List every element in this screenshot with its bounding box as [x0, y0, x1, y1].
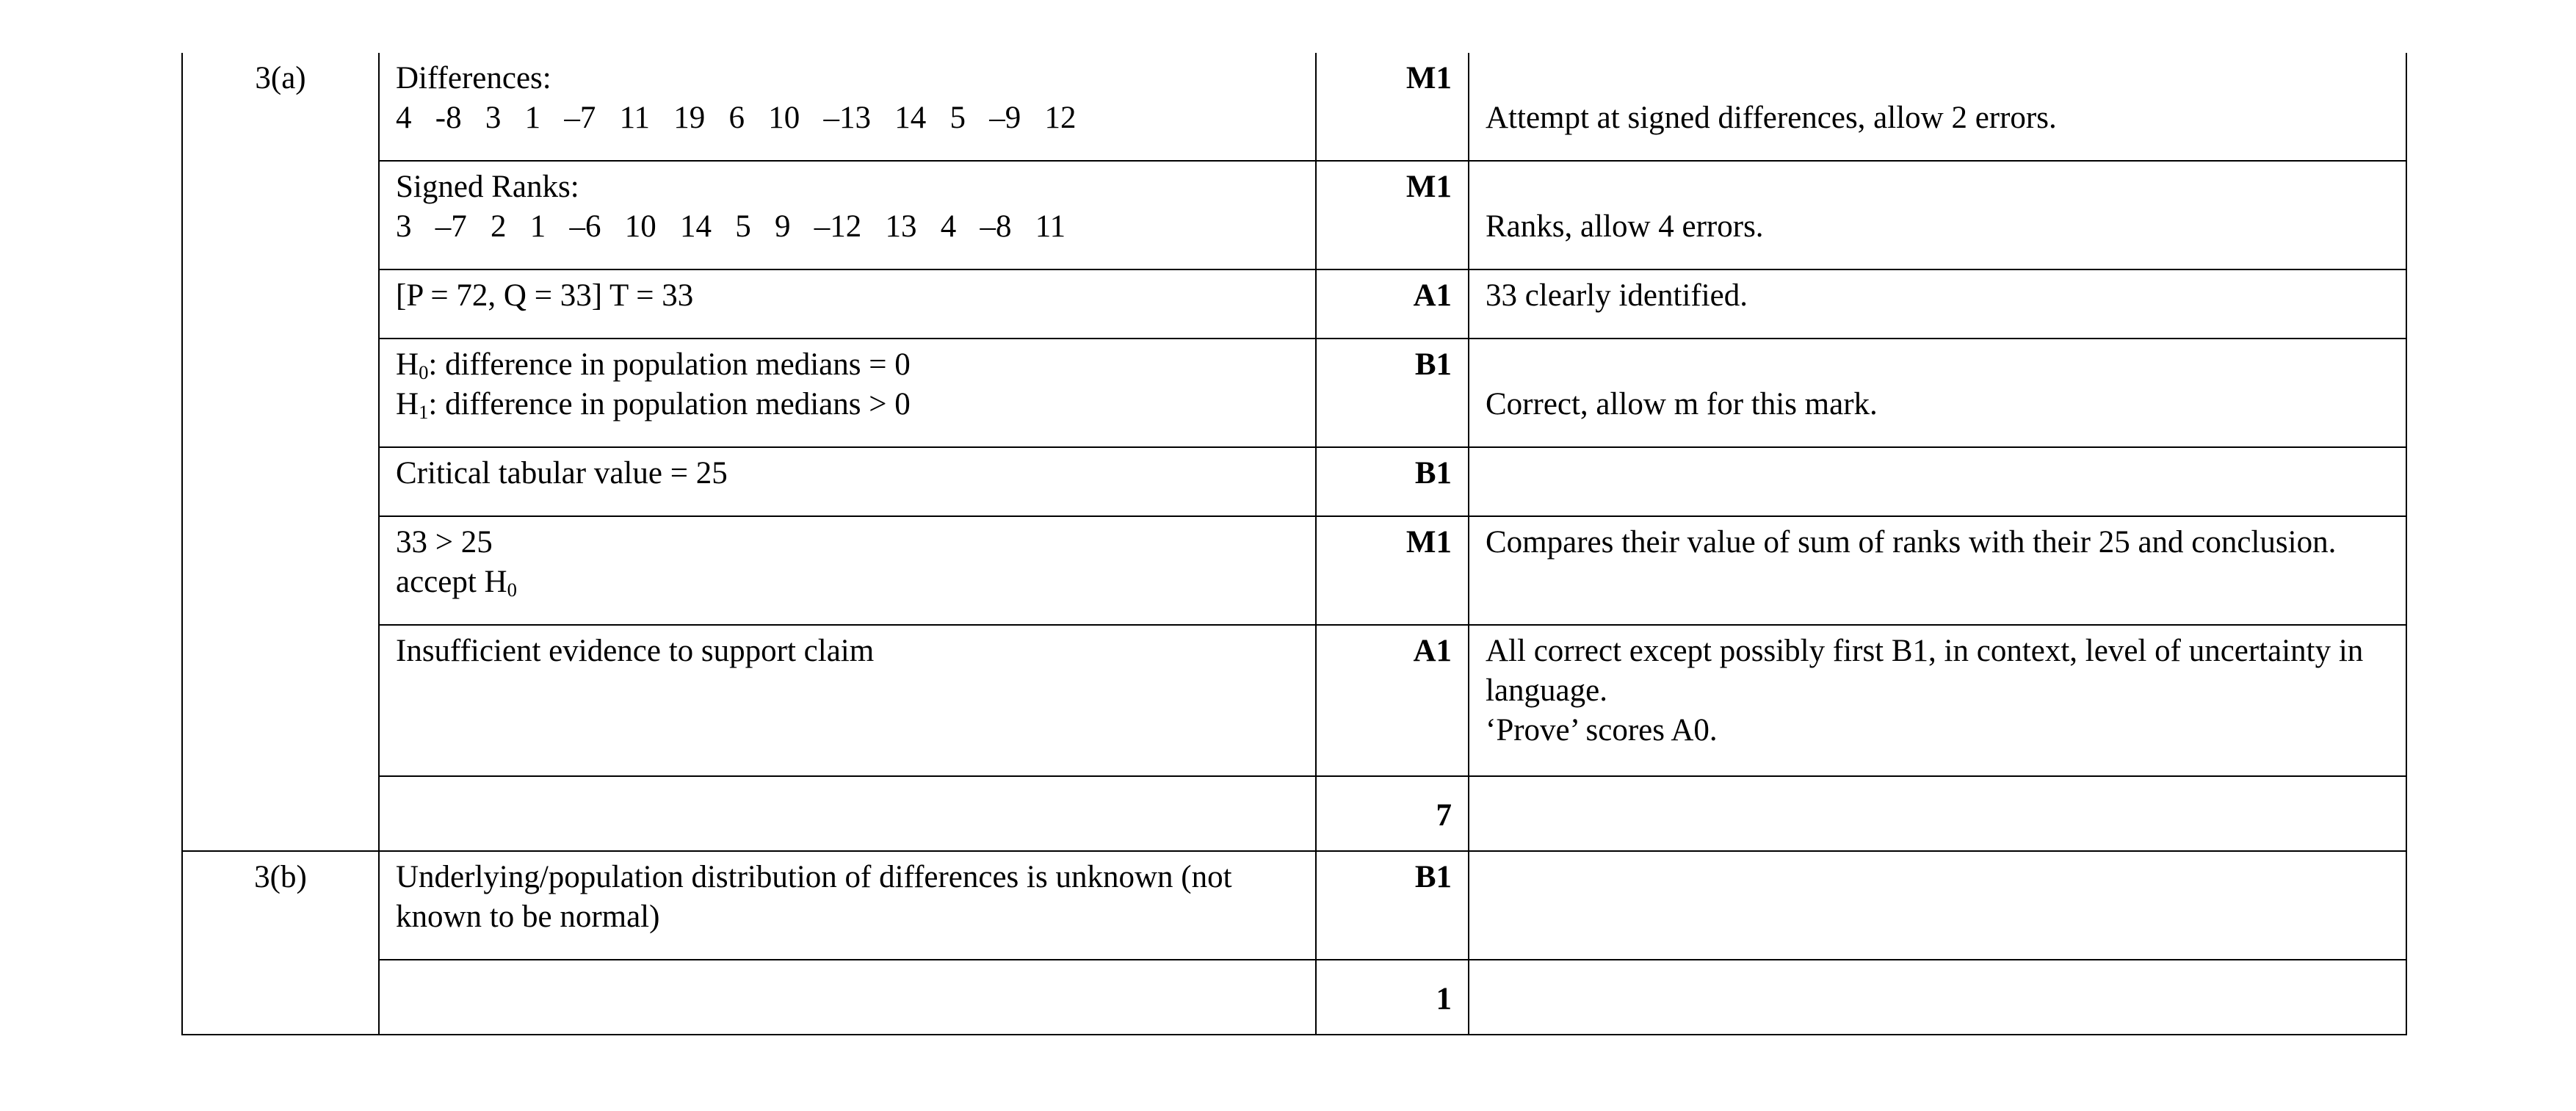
guidance-cell [1469, 516, 2406, 625]
total-row [182, 776, 2406, 851]
mark-row [182, 516, 2406, 625]
mark-code: A1 [1316, 269, 1469, 339]
answer-line: 4 -8 3 1 –7 11 19 6 10 –13 14 5 –9 12 [396, 101, 1077, 135]
guidance-line: Ranks, allow 4 errors. [1486, 209, 1764, 244]
mark-code: B1 [1316, 851, 1469, 960]
guidance-cell [1469, 447, 2406, 516]
answer-cell [379, 851, 1316, 960]
answer-line: 33 > 25 [396, 525, 493, 560]
answer-line: Differences: [396, 61, 551, 95]
answer-line: Critical tabular value = 25 [396, 456, 728, 491]
answer-line: 3 –7 2 1 –6 10 14 5 9 –12 13 4 –8 11 [396, 209, 1066, 244]
guidance-line: Compares their value of sum of ranks with their 25 and conclusion. [1486, 525, 2337, 560]
mark-row [182, 625, 2406, 776]
answer-cell [379, 269, 1316, 339]
mark-scheme-body [182, 53, 2406, 1035]
answer-line: Signed Ranks: [396, 170, 579, 204]
guidance-line: 33 clearly identified. [1486, 278, 1748, 313]
answer-line [396, 562, 1299, 602]
answer-cell [379, 339, 1316, 447]
answer-cell [379, 960, 1316, 1035]
guidance-cell [1469, 161, 2406, 269]
hypothesis-text: : difference in population medians = 0 [428, 347, 911, 382]
answer-cell [379, 776, 1316, 851]
answer-cell [379, 447, 1316, 516]
subscript: 0 [419, 361, 429, 383]
answer-cell [379, 625, 1316, 776]
guidance-cell [1469, 339, 2406, 447]
guidance-cell [1469, 776, 2406, 851]
mark-code: B1 [1316, 447, 1469, 516]
mark-code: M1 [1316, 516, 1469, 625]
question-number: 3(b) [182, 851, 379, 1035]
mark-row [182, 447, 2406, 516]
guidance-cell [1469, 960, 2406, 1035]
hypothesis-symbol: H [396, 387, 419, 421]
guidance-cell [1469, 269, 2406, 339]
mark-row [182, 53, 2406, 161]
answer-line [396, 345, 1299, 385]
total-marks: 7 [1316, 776, 1469, 851]
answer-line: [P = 72, Q = 33] T = 33 [396, 278, 694, 313]
guidance-line: Attempt at signed differences, allow 2 errors. [1486, 101, 2057, 135]
subscript: 1 [419, 401, 429, 423]
hypothesis-symbol: accept H [396, 565, 507, 599]
answer-line [396, 385, 1299, 424]
answer-cell [379, 516, 1316, 625]
mark-code: M1 [1316, 53, 1469, 161]
answer-cell [379, 161, 1316, 269]
answer-line: Underlying/population distribution of differences is unknown (not known to be normal) [396, 860, 1232, 934]
question-number: 3(a) [182, 53, 379, 851]
total-marks: 1 [1316, 960, 1469, 1035]
total-row [182, 960, 2406, 1035]
mark-row [182, 269, 2406, 339]
mark-scheme-table [181, 53, 2407, 1035]
hypothesis-text: : difference in population medians > 0 [428, 387, 911, 421]
guidance-line: Correct, allow m for this mark. [1486, 387, 1878, 421]
guidance-line: ‘Prove’ scores A0. [1486, 713, 1718, 748]
mark-row [182, 339, 2406, 447]
guidance-cell [1469, 851, 2406, 960]
hypothesis-symbol: H [396, 347, 419, 382]
subscript: 0 [507, 579, 517, 601]
guidance-cell [1469, 625, 2406, 776]
mark-row [182, 851, 2406, 960]
guidance-line: All correct except possibly first B1, in context, level of uncertainty in language. [1486, 634, 2364, 708]
guidance-cell [1469, 53, 2406, 161]
mark-code: B1 [1316, 339, 1469, 447]
answer-line: Insufficient evidence to support claim [396, 634, 875, 668]
mark-code: A1 [1316, 625, 1469, 776]
answer-cell [379, 53, 1316, 161]
mark-row [182, 161, 2406, 269]
mark-code: M1 [1316, 161, 1469, 269]
